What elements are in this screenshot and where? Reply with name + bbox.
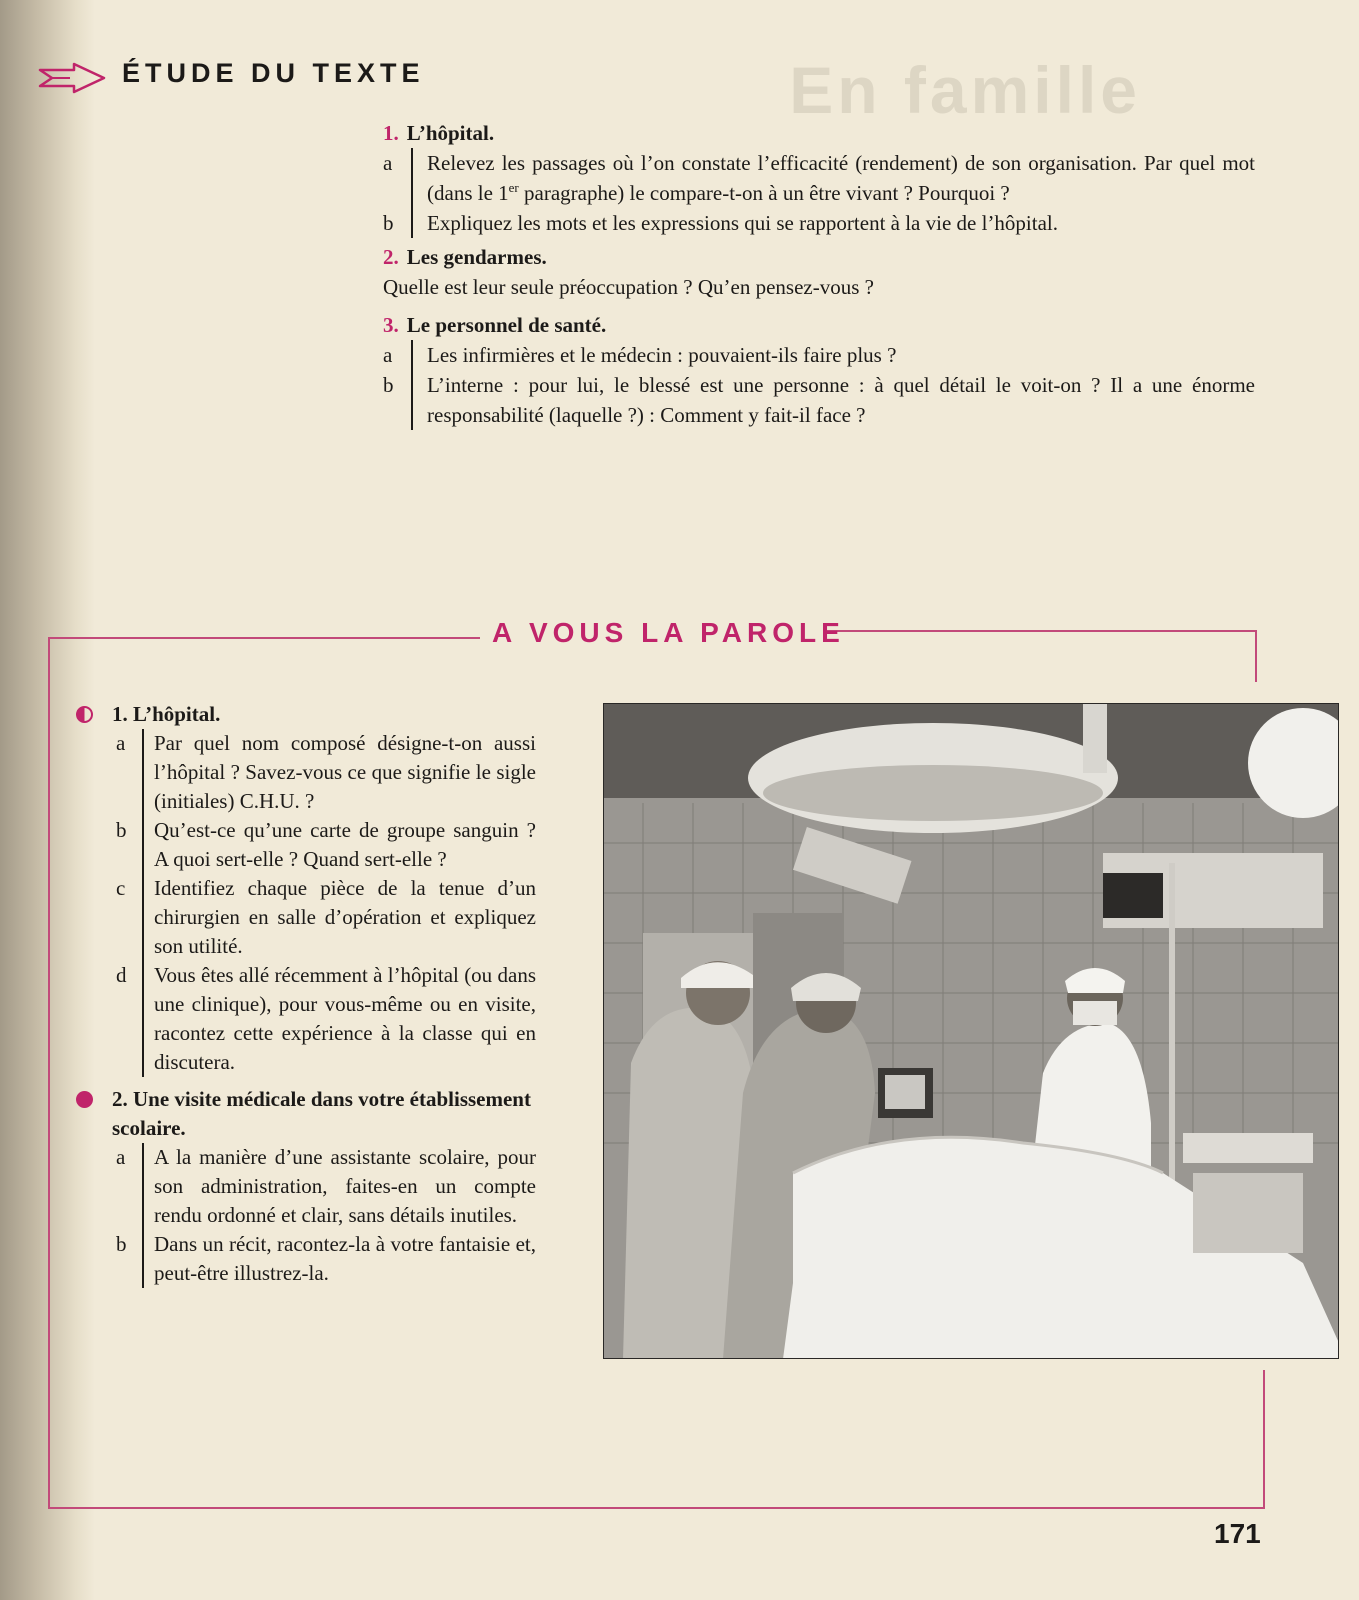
frame-line <box>825 630 1257 632</box>
question-2-title: 2. Les gendarmes. <box>383 245 547 269</box>
question-2-text: Quelle est leur seule préoccupation ? Qu’en pensez-vous ? <box>383 275 874 299</box>
parole-1d: d Vous êtes allé récemment à l’hôpital (ou dans une clinique), pour vous-même ou en visite, racontez cette expérience à la classe qui en discutera. <box>112 961 536 1077</box>
section-title-parole: A VOUS LA PAROLE <box>492 617 845 648</box>
frame-line <box>48 637 50 1509</box>
question-3-title: 3. Le personnel de santé. <box>383 313 607 337</box>
parole-2a: a A la manière d’une assistante scolaire, pour son administration, faites-en un compte rendu ordonné et clair, sans détails inutiles. <box>112 1143 536 1230</box>
frame-line <box>1263 1370 1265 1509</box>
question-3b: b L’interne : pour lui, le blessé est une personne : à quel détail le voit-on ? Il a une énorme responsabilité (laquelle ?) : Comment y fait-il face ? <box>383 370 1255 430</box>
parole-1-title: 1. L’hôpital. <box>112 700 536 729</box>
parole-2b: b Dans un récit, racontez-la à votre fantaisie et, peut-être illustrez-la. <box>112 1230 536 1288</box>
parole-2-title: 2. Une visite médicale dans votre établissement scolaire. <box>112 1085 536 1143</box>
parole-1c: c Identifiez chaque pièce de la tenue d’un chirurgien en salle d’opération et expliquez son utilité. <box>112 874 536 961</box>
arrow-icon <box>38 62 108 94</box>
question-1-title: 1. L’hôpital. <box>383 121 495 145</box>
operating-room-photo <box>603 703 1339 1359</box>
question-1a: a Relevez les passages où l’on constate l’efficacité (rendement) de son organisation. Par quel mot (dans le 1er paragraphe) le compare-t-on à un être vivant ? Pourquoi ? <box>383 148 1255 208</box>
question-3a: a Les infirmières et le médecin : pouvaient-ils faire plus ? <box>383 340 1255 370</box>
frame-line <box>48 637 480 639</box>
half-circle-bullet-icon <box>76 706 93 723</box>
frame-line <box>1255 630 1257 682</box>
page-number: 171 <box>1214 1518 1261 1549</box>
frame-line <box>48 1507 1265 1509</box>
section-title-etude: ÉTUDE DU TEXTE <box>122 58 425 88</box>
etude-section <box>383 116 1255 430</box>
question-1b: b Expliquez les mots et les expressions qui se rapportent à la vie de l’hôpital. <box>383 208 1255 238</box>
parole-section <box>112 700 536 1288</box>
parole-1a: a Par quel nom composé désigne-t-on aussi l’hôpital ? Savez-vous ce que signifie le sigle (initiales) C.H.U. ? <box>112 729 536 816</box>
parole-1b: b Qu’est-ce qu’une carte de groupe sanguin ? A quoi sert-elle ? Quand sert-elle ? <box>112 816 536 874</box>
bleed-through-title: En famille <box>789 53 1141 127</box>
filled-circle-bullet-icon <box>76 1091 93 1108</box>
